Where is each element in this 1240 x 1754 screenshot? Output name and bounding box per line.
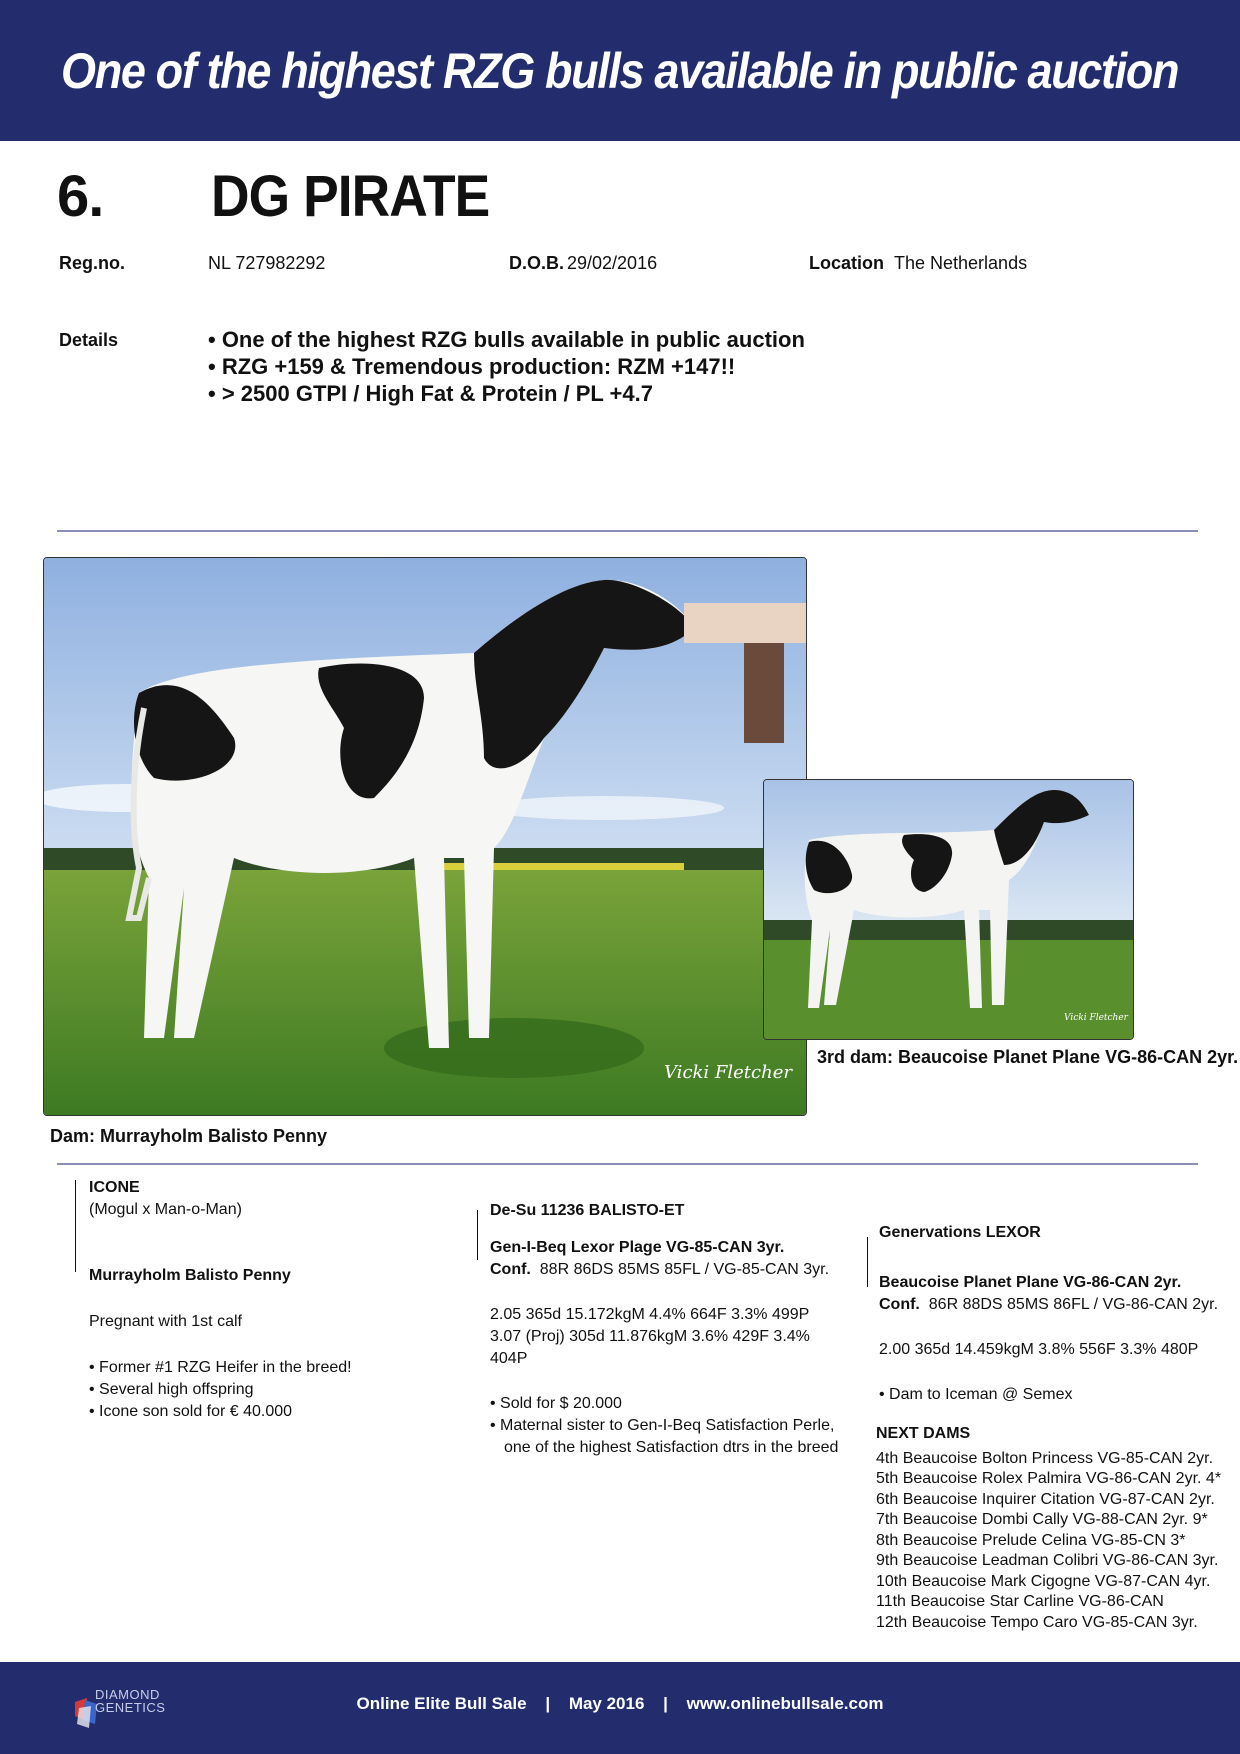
next-dam-item: 4th Beaucoise Bolton Princess VG-85-CAN 2yr. (876, 1449, 1214, 1467)
dob-value: 29/02/2016 (567, 253, 658, 273)
details-list (208, 326, 805, 407)
col3-conf-label: Conf. (879, 1296, 920, 1313)
bull-name: DG PIRATE (211, 164, 490, 229)
next-dam-item: 6th Beaucoise Inquirer Citation VG-87-CAN 2yr. (876, 1490, 1215, 1508)
dam-photo (43, 557, 807, 1116)
pedigree-bar-col1 (75, 1180, 76, 1272)
col1-status: Pregnant with 1st calf (89, 1313, 242, 1330)
footer-separator: | (545, 1694, 551, 1713)
next-dams (876, 1424, 1221, 1633)
next-dam-item: 9th Beaucoise Leadman Colibri VG-86-CAN 3yr. (876, 1552, 1219, 1569)
header-banner (0, 0, 1240, 141)
next-dam-item: 7th Beaucoise Dombi Cally VG-88-CAN 2yr. 9* (876, 1511, 1208, 1528)
col2-conf: 88R 86DS 85MS 85FL / VG-85-CAN 3yr. (539, 1261, 830, 1278)
regno-value: NL 727982292 (208, 253, 326, 273)
col3-bullet: • Dam to Iceman @ Semex (879, 1386, 1073, 1403)
col2-sire: De-Su 11236 BALISTO-ET (490, 1202, 685, 1219)
details-item: • > 2500 GTPI / High Fat & Protein / PL +4.7 (208, 381, 653, 406)
dam-photo-illustration (44, 558, 806, 1115)
footer-url[interactable]: www.onlinebullsale.com (686, 1694, 884, 1713)
col2-conf-label: Conf. (490, 1261, 531, 1278)
next-dam-item: 10th Beaucoise Mark Cigogne VG-87-CAN 4yr. (876, 1572, 1211, 1590)
next-dam-item: 5th Beaucoise Rolex Palmira VG-86-CAN 2yr. 4* (876, 1470, 1222, 1487)
next-dam-item: 8th Beaucoise Prelude Celina VG-85-CN 3* (876, 1531, 1186, 1549)
next-dam-item: 12th Beaucoise Tempo Caro VG-85-CAN 3yr. (876, 1613, 1198, 1631)
col2-bullet-cont: one of the highest Satisfaction dtrs in the breed (504, 1439, 839, 1456)
footer-bar (0, 1662, 1240, 1754)
col1-sire: ICONE (89, 1179, 140, 1196)
col2-production-2a: 3.07 (Proj) 305d 11.876kgM 3.6% 429F 3.4% (490, 1328, 810, 1345)
regno-label: Reg.no. (59, 253, 125, 273)
col1-bullet: • Former #1 RZG Heifer in the breed! (89, 1359, 352, 1376)
location-value: The Netherlands (894, 253, 1028, 273)
third-dam-photo (763, 779, 1134, 1040)
col2-dam: Gen-I-Beq Lexor Plage VG-85-CAN 3yr. (490, 1239, 785, 1256)
banner-title: One of the highest RZG bulls available in public auction (61, 42, 1179, 99)
pedigree-col3 (879, 1222, 1218, 1406)
col1-bullet: • Icone son sold for € 40.000 (89, 1403, 293, 1420)
col1-sire-pedigree: (Mogul x Man-o-Man) (89, 1201, 242, 1218)
col2-production-1: 2.05 365d 15.172kgM 4.4% 664F 3.3% 499P (490, 1306, 810, 1323)
next-dam-item: 11th Beaucoise Star Carline VG-86-CAN (876, 1593, 1164, 1610)
col2-bullet: • Sold for $ 20.000 (490, 1395, 622, 1412)
col1-dam: Murrayholm Balisto Penny (89, 1267, 291, 1284)
details-item: • RZG +159 & Tremendous production: RZM +147!! (208, 354, 736, 379)
photographer-signature: Vicki Fletcher (1064, 1013, 1128, 1023)
col3-sire: Genervations LEXOR (879, 1224, 1041, 1241)
footer-info (0, 1694, 1240, 1714)
dam-caption: Dam: Murrayholm Balisto Penny (50, 1126, 328, 1146)
footer-separator: | (663, 1694, 668, 1713)
pedigree-col2 (490, 1200, 838, 1459)
col1-bullet: • Several high offspring (89, 1381, 254, 1398)
logo-line1: DIAMOND (95, 1687, 160, 1702)
logo-line2: GENETICS (95, 1700, 166, 1715)
third-dam-photo-illustration (764, 780, 1133, 1039)
footer-date: May 2016 (568, 1694, 645, 1713)
col3-conf: 86R 88DS 85MS 86FL / VG-86-CAN 2yr. (928, 1296, 1219, 1313)
lot-number: 6. (57, 164, 104, 229)
col3-production: 2.00 365d 14.459kgM 3.8% 556F 3.3% 480P (879, 1341, 1199, 1358)
details-label: Details (59, 330, 119, 350)
col2-bullet: • Maternal sister to Gen-I-Beq Satisfaction Perle, (490, 1417, 835, 1434)
dob-label: D.O.B. (509, 253, 565, 273)
pedigree-col1 (89, 1177, 352, 1423)
col3-dam: Beaucoise Planet Plane VG-86-CAN 2yr. (879, 1274, 1182, 1291)
pedigree-bar-col3 (867, 1237, 868, 1287)
col2-production-2b: 404P (490, 1350, 528, 1367)
next-dams-title: NEXT DAMS (876, 1425, 971, 1442)
divider-top (57, 530, 1198, 532)
third-dam-caption: 3rd dam: Beaucoise Planet Plane VG-86-CAN 2yr. (817, 1047, 1239, 1067)
details-item: • One of the highest RZG bulls available in public auction (208, 327, 805, 352)
divider-bottom (57, 1163, 1198, 1165)
photographer-signature: Vicki Fletcher (664, 1062, 792, 1083)
pedigree-bar-col2 (477, 1210, 478, 1260)
location-label: Location (809, 253, 884, 273)
footer-event: Online Elite Bull Sale (356, 1694, 527, 1713)
